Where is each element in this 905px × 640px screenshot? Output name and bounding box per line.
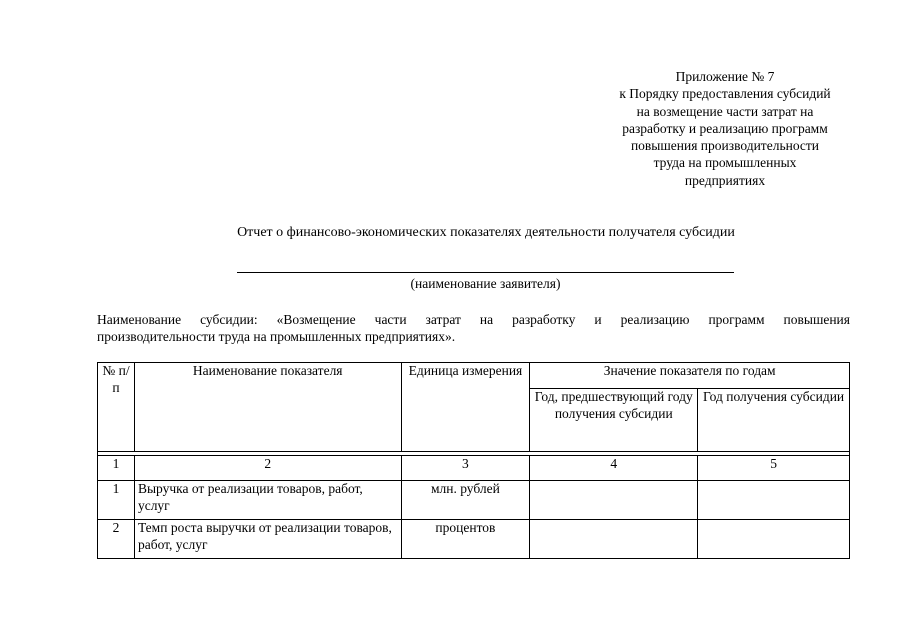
header-value-by-years: Значение показателя по годам [530, 363, 850, 389]
subsidy-name-line: производительности труда на промышленных предприятиях». [97, 329, 456, 344]
row-subsidy-year-value [698, 481, 850, 520]
subsidy-name-line: Наименование субсидии: «Возмещение части затрат на разработку и реализацию программ повышения [97, 312, 850, 327]
appendix-line: труда на промышленных [653, 155, 797, 171]
row-unit: процентов [401, 520, 530, 559]
column-number: 4 [530, 456, 698, 481]
appendix-line: Приложение № 7 [675, 69, 775, 84]
table-row [98, 520, 850, 559]
report-title: Отчет о финансово-экономических показателях деятельности получателя субсидии [237, 225, 735, 240]
header-subsidy-year: Год получения субсидии [698, 389, 850, 452]
appendix-line: к Порядку предоставления субсидий [619, 86, 831, 102]
subsidy-name-paragraph [97, 311, 850, 345]
row-indicator: Темп роста выручки от реализации товаров, работ, услуг [134, 520, 401, 559]
header-indicator: Наименование показателя [134, 363, 401, 452]
row-indicator: Выручка от реализации товаров, работ, услуг [134, 481, 401, 520]
column-number: 3 [401, 456, 530, 481]
applicant-signature-line [237, 272, 734, 273]
header-prev-year: Год, предшествующий году получения субсидии [530, 389, 698, 452]
column-number-row [98, 456, 850, 481]
appendix-line: повышения производительности [630, 138, 820, 154]
column-number: 5 [698, 456, 850, 481]
table-row [98, 481, 850, 520]
row-unit: млн. рублей [401, 481, 530, 520]
appendix-line: разработку и реализацию программ [622, 120, 828, 136]
row-prev-year-value [530, 481, 698, 520]
column-number: 2 [134, 456, 401, 481]
header-unit: Единица измерения [401, 363, 530, 452]
appendix-block [590, 68, 860, 189]
row-prev-year-value [530, 520, 698, 559]
appendix-line: на возмещение части затрат на [636, 103, 814, 119]
row-number: 1 [98, 481, 135, 520]
column-number: 1 [98, 456, 135, 481]
applicant-caption: (наименование заявителя) [410, 276, 561, 291]
appendix-line: предприятиях [684, 172, 766, 188]
indicators-table [97, 362, 850, 559]
table-header-row [98, 363, 850, 389]
row-subsidy-year-value [698, 520, 850, 559]
row-number: 2 [98, 520, 135, 559]
header-number: № п/п [98, 363, 135, 452]
